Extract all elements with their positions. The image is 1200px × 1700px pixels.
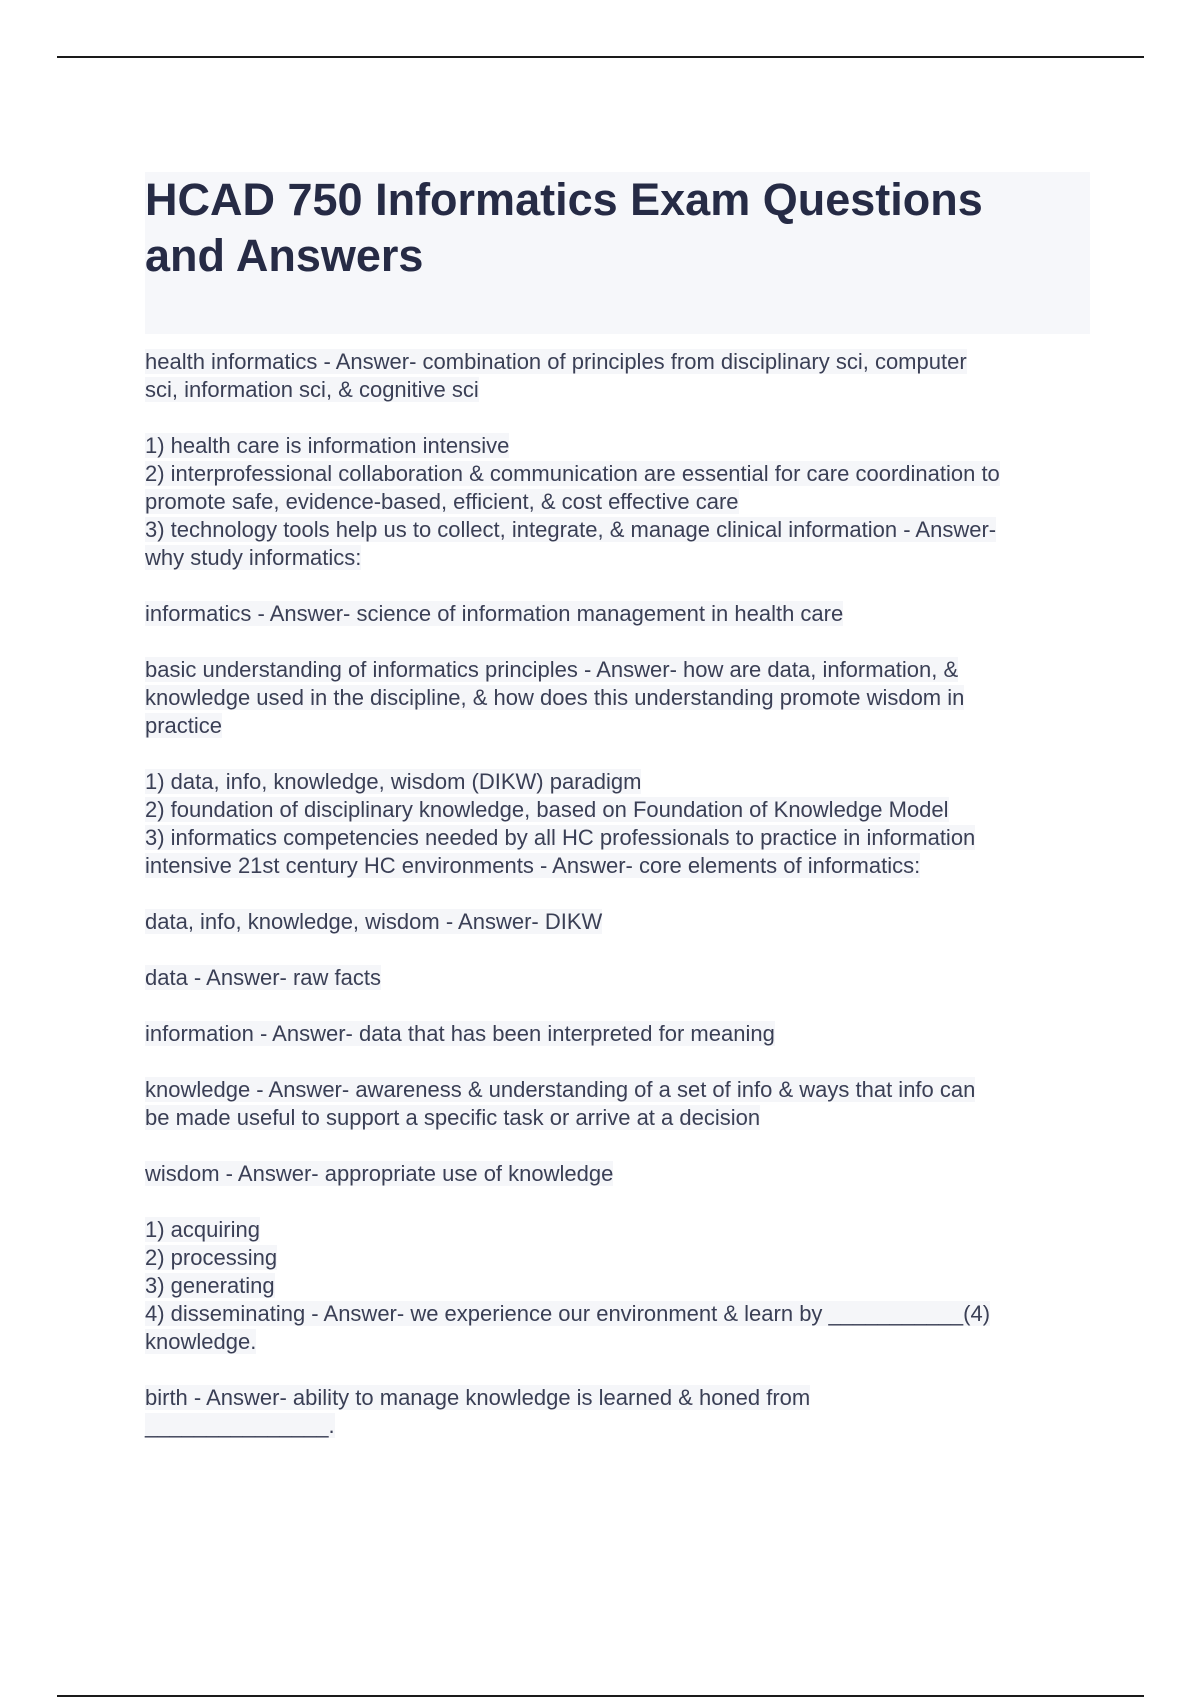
qa-line-text: 3) technology tools help us to collect, integrate, & manage clinical information - Answer- (145, 517, 997, 542)
qa-item (145, 908, 1090, 936)
qa-line (145, 460, 1090, 488)
qa-line (145, 852, 1090, 880)
title-line: HCAD 750 Informatics Exam Questions (145, 174, 983, 225)
qa-line-text: practice (145, 713, 223, 738)
qa-line (145, 516, 1090, 544)
qa-item (145, 1020, 1090, 1048)
title-block (145, 172, 1090, 334)
qa-line (145, 964, 1090, 992)
qa-line-text: health informatics - Answer- combination of principles from disciplinary sci, computer (145, 349, 967, 374)
qa-line (145, 488, 1090, 516)
qa-item (145, 600, 1090, 628)
qa-line (145, 1076, 1090, 1104)
qa-line-text: _______________. (145, 1413, 335, 1438)
qa-line (145, 544, 1090, 572)
title-line: and Answers (145, 230, 424, 281)
qa-line-text: birth - Answer- ability to manage knowledge is learned & honed from (145, 1385, 811, 1410)
qa-item (145, 1216, 1090, 1356)
qa-line-text: knowledge. (145, 1329, 257, 1354)
qa-line-text: 3) informatics competencies needed by all HC professionals to practice in information (145, 825, 976, 850)
qa-list (145, 348, 1090, 1440)
qa-line-text: information - Answer- data that has been interpreted for meaning (145, 1021, 775, 1046)
qa-item (145, 768, 1090, 880)
qa-item (145, 1160, 1090, 1188)
qa-line-text: 4) disseminating - Answer- we experience our environment & learn by ___________(4) (145, 1301, 991, 1326)
bottom-rule (57, 1695, 1144, 1697)
qa-line (145, 824, 1090, 852)
qa-line (145, 768, 1090, 796)
qa-line (145, 432, 1090, 460)
qa-line-text: knowledge used in the discipline, & how does this understanding promote wisdom in (145, 685, 965, 710)
qa-line-text: basic understanding of informatics principles - Answer- how are data, information, & (145, 657, 959, 682)
qa-item (145, 1384, 1090, 1440)
qa-line (145, 376, 1090, 404)
qa-item (145, 656, 1090, 740)
qa-line (145, 1020, 1090, 1048)
qa-line-text: sci, information sci, & cognitive sci (145, 377, 479, 402)
qa-line (145, 1328, 1090, 1356)
qa-line (145, 796, 1090, 824)
qa-line-text: 2) processing (145, 1245, 278, 1270)
qa-line-text: intensive 21st century HC environments - Answer- core elements of informatics: (145, 853, 921, 878)
qa-item (145, 432, 1090, 572)
qa-line (145, 1300, 1090, 1328)
qa-line-text: 2) foundation of disciplinary knowledge, based on Foundation of Knowledge Model (145, 797, 949, 822)
qa-line (145, 1244, 1090, 1272)
qa-line (145, 1412, 1090, 1440)
qa-line-text: data - Answer- raw facts (145, 965, 381, 990)
qa-line (145, 908, 1090, 936)
qa-line-text: promote safe, evidence-based, efficient, & cost effective care (145, 489, 739, 514)
qa-line (145, 1272, 1090, 1300)
qa-line-text: 2) interprofessional collaboration & communication are essential for care coordination to (145, 461, 1000, 486)
qa-line (145, 1104, 1090, 1132)
qa-line-text: wisdom - Answer- appropriate use of knowledge (145, 1161, 614, 1186)
qa-line-text: 1) data, info, knowledge, wisdom (DIKW) paradigm (145, 769, 642, 794)
qa-line-text: informatics - Answer- science of information management in health care (145, 601, 844, 626)
qa-item (145, 964, 1090, 992)
top-rule (57, 56, 1144, 58)
qa-line-text: knowledge - Answer- awareness & understanding of a set of info & ways that info can (145, 1077, 976, 1102)
qa-line-text: be made useful to support a specific task or arrive at a decision (145, 1105, 761, 1130)
document-title (145, 172, 1080, 284)
qa-line-text: 3) generating (145, 1273, 275, 1298)
qa-line (145, 684, 1090, 712)
qa-line (145, 348, 1090, 376)
qa-line (145, 656, 1090, 684)
qa-line (145, 1384, 1090, 1412)
qa-line-text: data, info, knowledge, wisdom - Answer- DIKW (145, 909, 603, 934)
document-body (145, 172, 1090, 1468)
qa-item (145, 1076, 1090, 1132)
qa-line (145, 600, 1090, 628)
qa-line (145, 1160, 1090, 1188)
qa-line-text: why study informatics: (145, 545, 362, 570)
qa-line (145, 1216, 1090, 1244)
qa-line-text: 1) acquiring (145, 1217, 260, 1242)
qa-line-text: 1) health care is information intensive (145, 433, 510, 458)
qa-item (145, 348, 1090, 404)
qa-line (145, 712, 1090, 740)
